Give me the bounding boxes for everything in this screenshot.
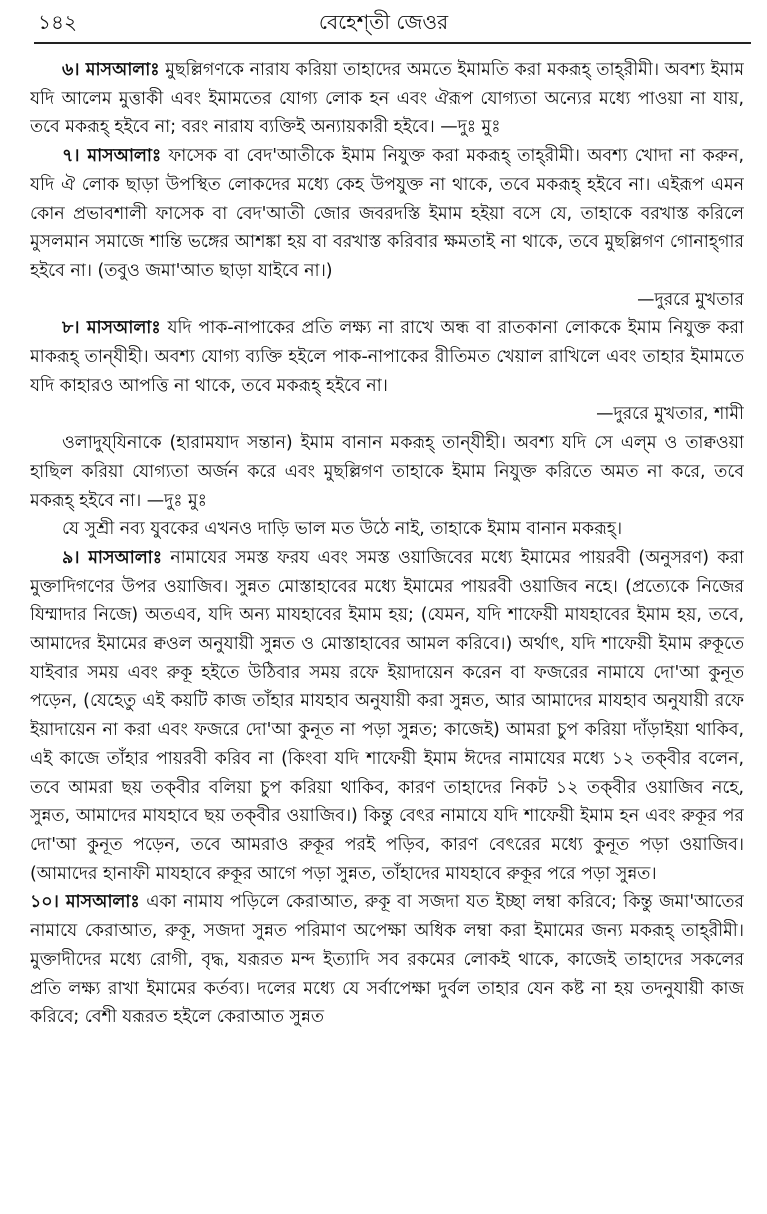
masala-text: ফাসেক বা বেদ'আতীকে ইমাম নিযুক্ত করা মকরূহ্‌ তাহ্‌রীমী। অবশ্য খোদা না করুন, যদি ঐ লোক ছাড়া উপস্থিত লোকদের মধ্যে কেহ উপযুক্ত না থাকে, তবে মকরূহ্‌ হইবে না। এইরূপ এমন কোন প্রভাবশালী ফাসেক বা বেদ'আতী জোর জবরদস্তি ইমাম হইয়া বসে যে, তাহাকে বরখাস্ত করিলে মুসলমান সমাজে শান্তি ভঙ্গের আশঙ্কা হয় বা বরখাস্ত করিবার ক্ষমতাই না থাকে, তবে মুছল্লিগণ গোনাহ্‌গার হইবে না। (তবুও জমা'আত ছাড়া যাইবে না।): [30, 146, 744, 281]
masala-text: যদি পাক-নাপাকের প্রতি লক্ষ্য না রাখে অন্ধ বা রাতকানা লোককে ইমাম নিযুক্ত করা মাকরূহ্‌ তান্‌যীহী। অবশ্য যোগ্য ব্যক্তি হইলে পাক-নাপাকের রীতিমত খেয়াল রাখিলে এবং তাহার ইমামতে যদি কাহারও আপত্তি না থাকে, তবে মকরূহ্‌ হইবে না।: [30, 318, 744, 396]
page-body: [30, 56, 744, 1206]
masala-label: ১০। মাসআলাঃ: [30, 892, 140, 913]
masala-8: [30, 314, 744, 400]
masala-text: মুছল্লিগণকে নারায করিয়া তাহাদের অমতে ইমামতি করা মকরূহ্‌ তাহ্‌রীমী। অবশ্য ইমাম যদি আলেম মুত্তাকী এবং ইমামতের যোগ্য লোক হন এবং ঐরূপ যোগ্যতা অন্যের মধ্যে পাওয়া না যায়, তবে মকরূহ্‌ হইবে না; বরং নারায ব্যক্তিই অন্যায়কারী হইবে। —দুঃ মুঃ: [30, 60, 744, 138]
masala-10: [30, 888, 744, 1032]
page-header: [0, 8, 767, 38]
masala-7: [30, 142, 744, 286]
beardless-paragraph: যে সুশ্রী নব্য যুবকের এখনও দাড়ি ভাল মত উঠে নাই, তাহাকে ইমাম বানান মকরূহ্‌।: [62, 519, 623, 540]
source-citation: —দুররে মুখতার, শামী: [596, 404, 744, 425]
masala-label: ৭। মাসআলাঃ: [62, 146, 162, 167]
walad-zina-paragraph: ওলাদুয্‌যিনাকে (হারামযাদ সন্তান) ইমাম বানান মকরূহ্‌ তান্‌যীহী। অবশ্য যদি সে এল্‌ম ও তাক্বওয়া হাছিল করিয়া যোগ্যতা অর্জন করে এবং মুছল্লিগণ তাহাকে ইমাম নিযুক্ত করিতে অমত না করে, তবে মকরূহ্‌ হইবে না। —দুঃ মুঃ: [30, 433, 744, 511]
masala-label: ৯। মাসআলাঃ: [62, 547, 162, 568]
masala-9: [30, 544, 744, 888]
book-title: বেহেশ্‌তী জেওর: [318, 10, 449, 34]
masala-text: একা নামায পড়িলে কেরাআত, রুকূ বা সজদা যত ইচ্ছা লম্বা করিবে; কিন্তু জমা'আতের নামাযে কেরাআত, রুকূ, সজদা সুন্নত পরিমাণ অপেক্ষা অধিক লম্বা করা ইমামের জন্য মকরূহ্‌ তাহ্‌রীমী। মুক্তাদীদের মধ্যে রোগী, বৃদ্ধ, যরূরত মন্দ ইত্যাদি সব রকমের লোকই থাকে, কাজেই তাহাদের সকলের প্রতি লক্ষ্য রাখা ইমামের কর্তব্য। দলের মধ্যে যে সর্বাপেক্ষা দুর্বল তাহার যেন কষ্ট না হয় তদনুযায়ী কাজ করিবে; বেশী যরূরত হইলে কেরাআত সুন্নত: [30, 892, 744, 1028]
masala-label: ৮। মাসআলাঃ: [62, 318, 161, 339]
header-divider: [34, 42, 751, 44]
masala-label: ৬। মাসআলাঃ: [62, 60, 160, 80]
masala-6: [30, 56, 744, 142]
masala-text: নামাযের সমস্ত ফরয এবং সমস্ত ওয়াজিবের মধ্যে ইমামের পায়রবী (অনুসরণ) করা মুক্তাদিগণের উপর ওয়াজিব। সুন্নত মোস্তাহাবের মধ্যে ইমামের পায়রবী ওয়াজিব নহে। (প্রত্যেকে নিজের যিম্মাদার নিজে) অতএব, যদি অন্য মাযহাবের ইমাম হয়; (যেমন, যদি শাফেয়ী মাযহাবের ইমাম হয়, তবে, আমাদের ইমামের ক্বওল অনুযায়ী সুন্নত ও মোস্তাহাবের আমল করিবে।) অর্থাৎ, যদি শাফেয়ী ইমাম রুকূতে যাইবার সময় এবং রুকূ হইতে উঠিবার সময় রফে ইয়াদায়েন করেন বা ফজরের নামাযে দো'আ কুনূত পড়েন, (যেহেতু এই কয়টি কাজ তাঁহার মাযহাব অনুযায়ী করা সুন্নত, আর আমাদের মাযহাব অনুযায়ী রফে ইয়াদায়েন না করা এবং ফজরে দো'আ কুনূত না পড়া সুন্নত; কাজেই) আমরা চুপ করিয়া দাঁড়াইয়া থাকিব, এই কাজে তাঁহার পায়রবী করিব না (কিংবা যদি শাফেয়ী ইমাম ঈদের নামাযের মধ্যে ১২ তক্‌বীর বলেন, তবে আমরা ছয় তক্‌বীর বলিয়া চুপ করিয়া থাকিব, কারণ তাহাদের নিকট ১২ তক্‌বীর ওয়াজিব নহে, সুন্নত, আমাদের মাযহাবে ছয় তক্‌বীর ওয়াজিব।) কিন্তু বেৎর নামাযে যদি শাফেয়ী ইমাম হন এবং রুকূর পর দো'আ কুনূত পড়েন, তবে আমরাও রুকূর পরই পড়িব, কারণ বেৎরের মধ্যে কুনূত পড়া ওয়াজিব। (আমাদের হানাফী মাযহাবে রুকূর আগে পড়া সুন্নত, তাঁহাদের মাযহাবে রুকূর পরে পড়া সুন্নত।: [30, 547, 744, 884]
source-citation: —দুররে মুখতার: [637, 289, 744, 310]
page-number: ১৪২: [38, 10, 77, 34]
